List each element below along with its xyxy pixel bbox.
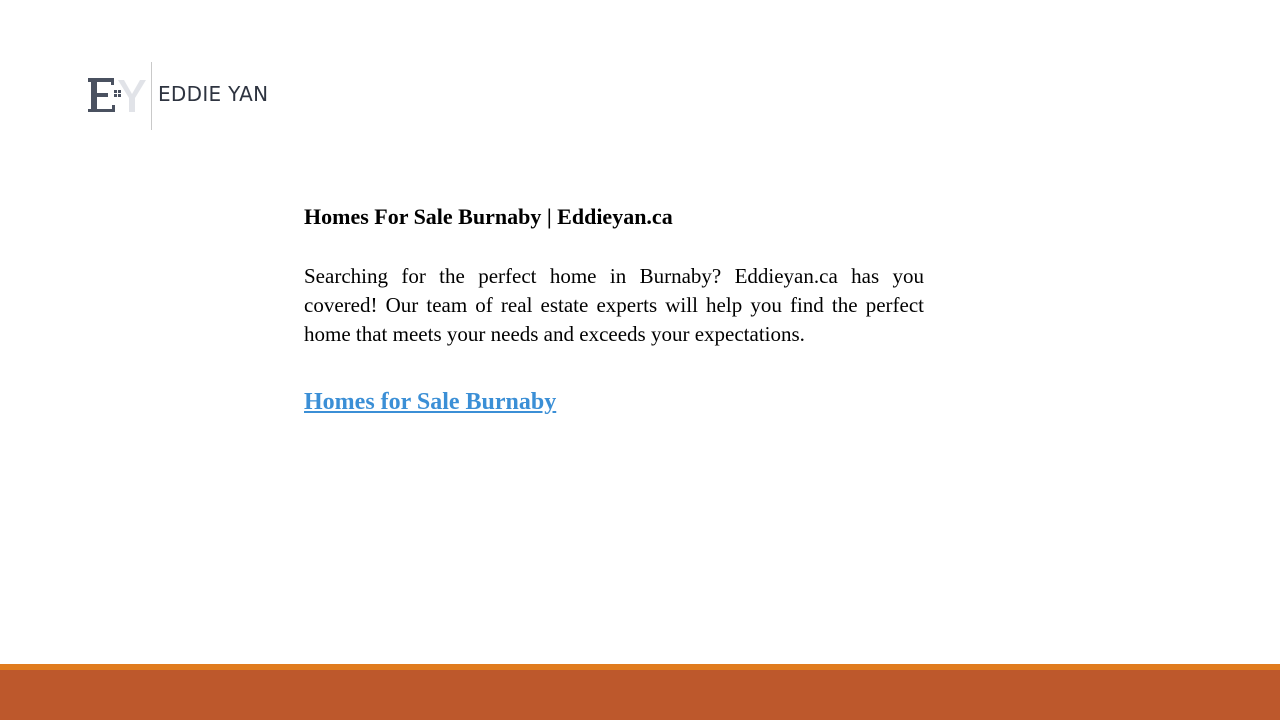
content-block: [304, 202, 924, 416]
homes-for-sale-link[interactable]: Homes for Sale Burnaby: [304, 389, 557, 415]
logo-text: EDDIE YAN: [158, 82, 269, 106]
footer-bar: [0, 670, 1280, 720]
logo: [86, 62, 286, 130]
page-title: Homes For Sale Burnaby | Eddieyan.ca: [304, 204, 673, 229]
logo-divider: [151, 62, 152, 130]
logo-mark-icon: [86, 76, 150, 116]
description-paragraph: Searching for the perfect home in Burnaby? Eddieyan.ca has you covered! Our team of real estate experts will help you find the perfect home that meets your needs and exceeds your expectations.: [304, 264, 924, 346]
